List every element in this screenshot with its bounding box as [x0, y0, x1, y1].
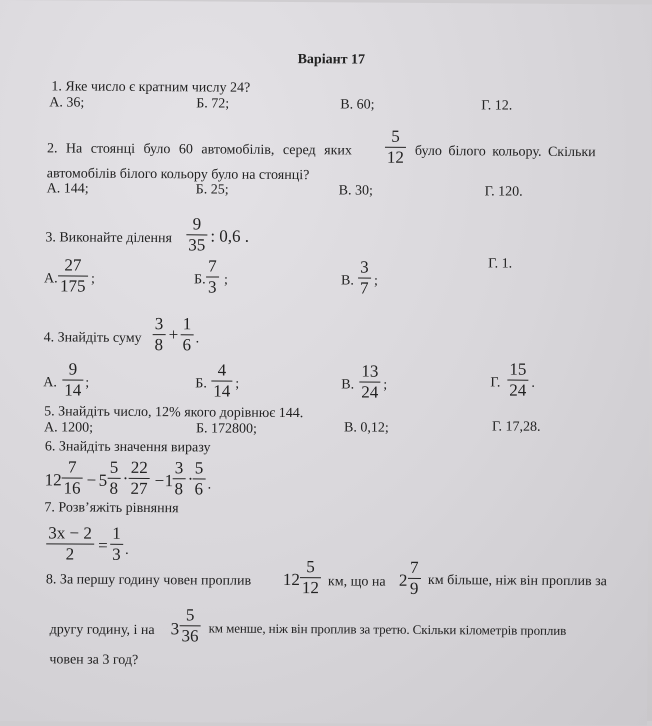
q4-option-d-label: Г.: [490, 375, 501, 391]
q6-f5-num: 5: [194, 458, 204, 478]
q4-option-a-label: А.: [43, 375, 58, 391]
q4-fraction-1: [153, 315, 166, 354]
q3-opt-c-den: 7: [359, 278, 369, 298]
q4-option-c-label: В.: [341, 377, 355, 393]
q6-end: .: [207, 477, 212, 493]
q2-frac-den: 12: [386, 147, 404, 167]
q3-option-c-label: В.: [340, 273, 354, 289]
q8-text-c: км більше, ніж він проплив за: [427, 573, 607, 590]
q8-text-e: км менше, ніж він проплив за третю. Скільки кілометрів проплив: [208, 620, 567, 638]
q8-f2-num: 7: [409, 557, 419, 577]
q6-fraction-4: [173, 459, 186, 498]
q8-f2-den: 9: [409, 578, 419, 598]
question-4-text: 4. Знайдіть суму: [43, 330, 142, 346]
q1-option-d: Г. 12.: [481, 98, 513, 114]
q7-fraction-1: [46, 524, 94, 563]
q8-whole-1: 12: [282, 569, 301, 590]
q8-whole-3: 3: [170, 619, 180, 639]
q4-option-c-end: ;: [383, 377, 388, 393]
q4-opt-a-den: 14: [64, 380, 82, 400]
q3-option-c-end: ;: [373, 273, 378, 289]
q4-plus: +: [168, 325, 179, 345]
q7-equals: =: [98, 535, 108, 555]
q6-fraction-1: [62, 458, 83, 497]
q7-f2-num: 1: [112, 523, 121, 543]
q6-f4-num: 3: [174, 458, 184, 478]
q6-whole-3: 1: [164, 471, 174, 491]
q8-f1-num: 5: [306, 557, 315, 577]
q3-frac-num: 9: [192, 214, 202, 234]
q7-fraction-2: [110, 525, 123, 564]
q6-minus-2: −: [154, 471, 165, 491]
q6-f1-den: 16: [63, 478, 81, 498]
q6-dot-1: ·: [122, 468, 129, 488]
q4-option-a-fraction: [62, 360, 83, 399]
q3-option-c-fraction: [358, 259, 371, 298]
q3-option-b-end: ;: [223, 272, 228, 288]
q6-f3-num: 22: [130, 457, 148, 478]
q3-opt-b-num: 7: [208, 256, 217, 276]
q8-text-d: другу годину, і на: [49, 622, 155, 639]
q4-opt-d-den: 24: [509, 380, 527, 400]
question-2-text-line2: автомобілів білого кольору було на стоянці?: [46, 166, 310, 184]
question-6-text: 6. Знайдіть значення виразу: [44, 439, 211, 456]
q5-option-c: В. 0,12;: [343, 420, 389, 436]
q4-f2-den: 6: [182, 335, 192, 355]
q4-f1-num: 3: [154, 314, 164, 334]
q6-f2-num: 5: [109, 457, 119, 477]
q6-f3-den: 27: [130, 478, 148, 499]
q5-option-d: Г. 17,28.: [491, 419, 541, 435]
q2-option-d: Г. 120.: [484, 184, 523, 200]
q3-opt-a-den: 175: [59, 276, 86, 296]
q2-fraction: [385, 128, 406, 167]
q7-f1-den: 2: [65, 544, 75, 564]
q3-opt-b-den: 3: [207, 277, 217, 297]
q3-option-d: Г. 1.: [488, 256, 513, 272]
q4-option-b-end: ;: [235, 376, 240, 392]
question-2-text-start: 2. На стоянці було 60 автомобілів, серед яких: [46, 141, 352, 159]
q3-opt-c-num: 3: [360, 257, 369, 277]
q7-f1-num: 3x − 2: [48, 523, 92, 543]
q4-fraction-2: [181, 315, 194, 354]
q4-option-b-fraction: [211, 361, 232, 400]
q4-opt-c-num: 13: [361, 361, 379, 381]
q8-f1-den: 12: [301, 578, 319, 598]
q8-text-b: км, що на: [327, 574, 386, 590]
page-title: Варіант 17: [297, 52, 366, 68]
q3-option-b-label: Б.: [193, 272, 206, 288]
q2-frac-num: 5: [391, 126, 400, 146]
q6-fraction-3: [129, 459, 150, 498]
q2-option-b: Б. 25;: [195, 182, 229, 198]
q4-option-d-end: .: [531, 375, 535, 391]
q4-option-a-end: ;: [85, 375, 90, 391]
q3-fraction: [186, 215, 207, 254]
q1-option-a: А. 36;: [49, 95, 85, 111]
q3-divisor: : 0,6 .: [210, 226, 250, 246]
q4-opt-d-num: 15: [509, 359, 527, 379]
q6-f4-den: 8: [174, 479, 184, 499]
q3-option-a-label: А.: [44, 271, 58, 287]
q4-option-d-fraction: [507, 361, 528, 400]
q8-f3-num: 5: [185, 605, 195, 625]
q8-f3-den: 36: [181, 626, 199, 646]
q8-whole-2: 2: [398, 570, 408, 590]
question-8-text-start: 8. За першу годину човен проплив: [45, 572, 252, 589]
q7-end: .: [125, 542, 129, 558]
question-7-text: 7. Розв’яжіть рівняння: [44, 500, 179, 517]
q8-fraction-2: [408, 559, 421, 598]
q6-f2-den: 8: [109, 478, 119, 498]
q4-option-b-label: Б.: [195, 376, 207, 392]
q6-whole-1: 12: [44, 470, 62, 490]
q2-option-a: А. 144;: [46, 181, 89, 197]
q3-option-a-fraction: [58, 256, 88, 295]
q4-opt-c-den: 24: [361, 382, 379, 402]
q8-fraction-1: [300, 558, 321, 597]
q1-option-b: Б. 72;: [196, 96, 230, 112]
q6-fraction-2: [108, 459, 121, 498]
question-5-text: 5. Знайдіть число, 12% якого дорівнює 144.: [44, 404, 304, 422]
q2-option-c: В. 30;: [338, 183, 373, 199]
q4-opt-b-num: 4: [217, 360, 227, 380]
q4-opt-b-den: 14: [213, 381, 231, 401]
q3-option-b-fraction: [206, 257, 219, 296]
q4-f1-den: 8: [154, 335, 164, 355]
q4-end: .: [195, 331, 200, 347]
q6-f5-den: 6: [194, 479, 204, 499]
q6-dot-2: ·: [187, 469, 194, 489]
q3-frac-den: 35: [188, 235, 206, 255]
q8-fraction-3: [179, 606, 200, 645]
q5-option-b: Б. 172800;: [195, 421, 257, 437]
q4-option-c-fraction: [359, 363, 380, 402]
q6-minus-1: −: [86, 470, 97, 490]
q6-fraction-5: [193, 459, 206, 498]
q3-opt-a-num: 27: [64, 255, 82, 275]
q5-option-a: А. 1200;: [43, 420, 94, 436]
q6-f1-num: 7: [67, 457, 77, 477]
question-2-text-end: було білого кольору. Скільки: [414, 143, 596, 161]
q3-option-a-end: ;: [91, 271, 95, 287]
q7-f2-den: 3: [112, 544, 121, 564]
question-1-text: 1. Яке число є кратним числу 24?: [51, 79, 251, 96]
q6-whole-2: 5: [98, 470, 108, 490]
question-3-text: 3. Виконайте ділення: [45, 230, 172, 247]
q4-f2-num: 1: [182, 314, 192, 334]
q4-opt-a-num: 9: [68, 359, 78, 379]
q1-option-c: В. 60;: [340, 97, 375, 113]
q8-text-f: човен за 3 год?: [49, 652, 139, 668]
